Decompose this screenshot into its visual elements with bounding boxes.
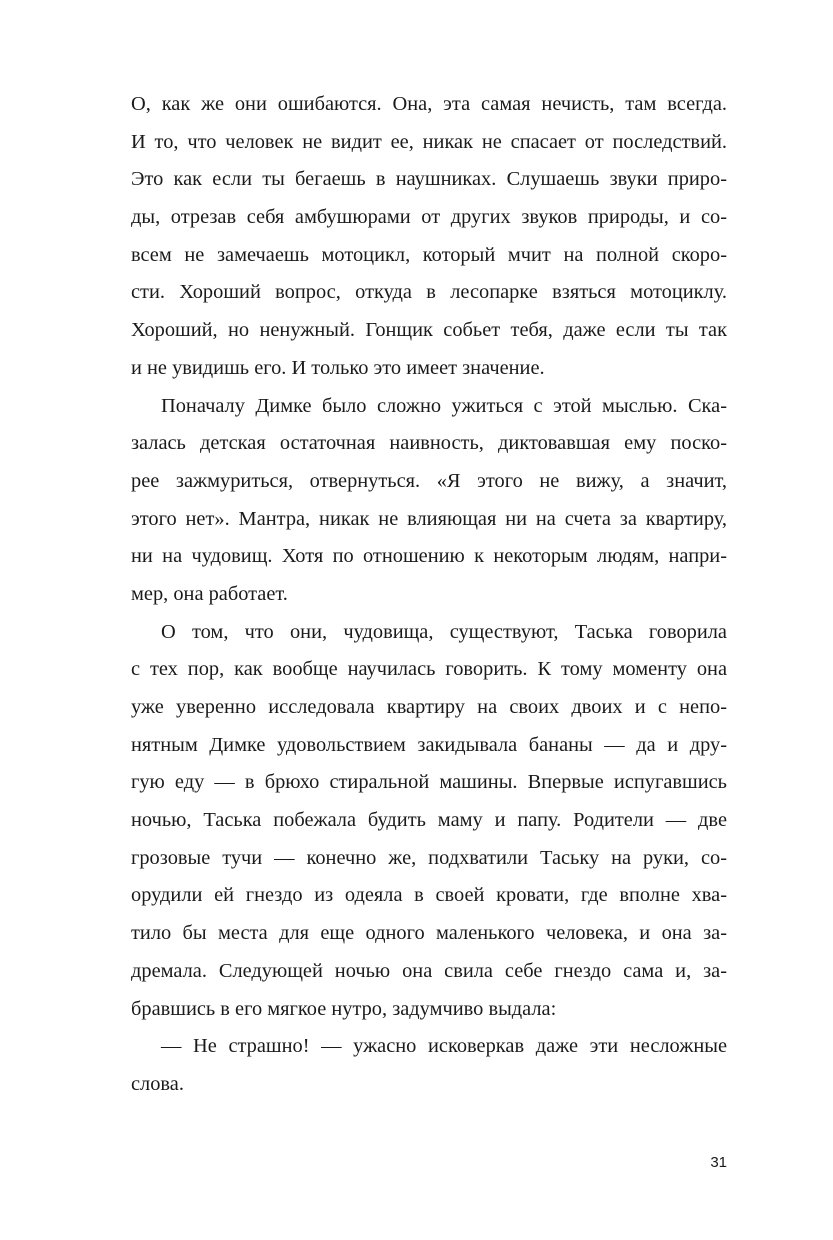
text-line: бравшись в его мягкое нутро, задумчиво выдала: (131, 997, 557, 1020)
paragraph (131, 1028, 727, 1103)
body-text (131, 86, 727, 1104)
paragraph (131, 86, 727, 388)
text-line: Поначалу Димке было сложно ужиться с этой мыслью. Ска- (161, 394, 727, 417)
text-line: залась детская остаточная наивность, диктовавшая ему поско- (131, 432, 727, 455)
text-line: — Не страшно! — ужасно исковеркав даже эти несложные (161, 1035, 727, 1058)
text-line: тило бы места для еще одного маленького человека, и она за- (131, 922, 727, 945)
text-line: этого нет». Мантра, никак не влияющая ни на счета за квартиру, (131, 507, 727, 530)
text-line: ни на чудовищ. Хотя по отношению к некоторым людям, напри- (131, 545, 727, 568)
text-line: ды, отрезав себя амбушюрами от других звуков природы, и со- (131, 206, 727, 229)
text-line: нятным Димке удовольствием закидывала бананы — да и дру- (131, 733, 727, 756)
text-line: Это как если ты бегаешь в наушниках. Слушаешь звуки приро- (131, 168, 727, 191)
text-line: рее зажмуриться, отвернуться. «Я этого не вижу, а значит, (131, 469, 727, 492)
text-line: Хороший, но ненужный. Гонщик собьет тебя, даже если ты так (131, 319, 727, 342)
text-line: дремала. Следующей ночью она свила себе гнездо сама и, за- (131, 959, 727, 982)
text-line: гую еду — в брюхо стиральной машины. Впервые испугавшись (131, 771, 727, 794)
text-line: И то, что человек не видит ее, никак не спасает от последствий. (131, 130, 727, 153)
page-number: 31 (710, 1154, 727, 1171)
text-line: орудили ей гнездо из одеяла в своей кровати, где вполне хва- (131, 884, 727, 907)
paragraph (131, 614, 727, 1029)
text-line: О том, что они, чудовища, существуют, Таська говорила (161, 620, 727, 643)
text-line: уже уверенно исследовала квартиру на своих двоих и с непо- (131, 696, 727, 718)
text-line: ночью, Таська побежала будить маму и папу. Родители — две (131, 809, 727, 832)
text-line: О, как же они ошибаются. Она, эта самая нечисть, там всегда. (131, 93, 727, 115)
text-line: сти. Хороший вопрос, откуда в лесопарке взяться мотоциклу. (131, 281, 727, 304)
text-line: с тех пор, как вообще научилась говорить. К тому моменту она (131, 658, 727, 681)
text-line: мер, она работает. (131, 582, 288, 605)
text-line: всем не замечаешь мотоцикл, который мчит на полной скоро- (131, 243, 727, 266)
text-line: грозовые тучи — конечно же, подхватили Таську на руки, со- (131, 846, 727, 869)
text-line: и не увидишь его. И только это имеет значение. (131, 356, 545, 379)
text-line: слова. (131, 1072, 184, 1095)
paragraph (131, 388, 727, 614)
